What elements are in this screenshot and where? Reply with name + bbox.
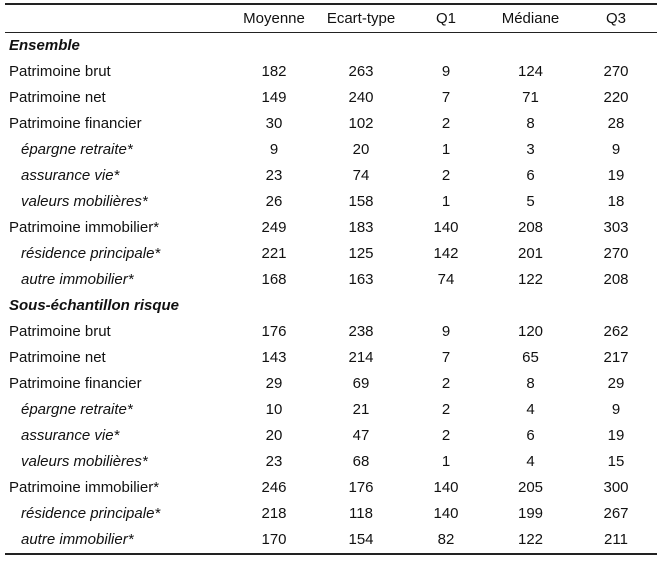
q3-cell: 217	[603, 349, 629, 366]
q3-cell: 29	[607, 375, 625, 392]
q3-cell: 267	[603, 505, 629, 522]
q3-cell: 19	[607, 427, 625, 444]
q1-cell: 7	[441, 89, 451, 106]
q3-cell: 211	[604, 531, 628, 548]
std-dev-cell: 154	[348, 531, 374, 548]
row-label: Patrimoine net	[9, 349, 106, 366]
row-label: Patrimoine brut	[9, 63, 111, 80]
std-dev-cell: 20	[352, 141, 370, 158]
row-label: assurance vie*	[21, 167, 120, 184]
q3-cell: 9	[611, 141, 621, 158]
table-row	[5, 397, 657, 423]
median-cell: 71	[522, 89, 539, 106]
q3-cell: 15	[607, 453, 625, 470]
table-row	[5, 475, 657, 501]
q1-cell: 82	[437, 531, 455, 548]
mean-cell: 143	[261, 349, 287, 366]
row-label: valeurs mobilières*	[21, 193, 148, 210]
q3-cell	[575, 293, 657, 319]
mean-cell: 29	[265, 375, 283, 392]
q3-cell: 262	[603, 323, 629, 340]
std-dev-cell: 125	[348, 245, 374, 262]
row-label: Patrimoine financier	[9, 115, 142, 132]
q3-cell: 28	[607, 115, 625, 132]
median-cell: 208	[517, 219, 544, 236]
median-cell: 201	[517, 245, 544, 262]
header-std-dev: Ecart-type	[316, 4, 406, 33]
row-label: Patrimoine financier	[9, 375, 142, 392]
table-row	[5, 423, 657, 449]
header-q3: Q3	[575, 4, 657, 33]
mean-cell: 218	[261, 505, 287, 522]
row-label: Patrimoine immobilier*	[9, 479, 160, 496]
header-blank-cell	[5, 4, 232, 33]
std-dev-cell: 183	[348, 219, 374, 236]
header-median: Médiane	[486, 4, 575, 33]
section-heading-row	[5, 33, 657, 60]
mean-cell: 149	[261, 89, 287, 106]
std-dev-cell: 68	[352, 453, 370, 470]
q3-cell: 19	[607, 167, 625, 184]
std-dev-cell: 176	[348, 479, 374, 496]
section-heading: Ensemble	[9, 37, 80, 54]
std-dev-cell: 214	[348, 349, 374, 366]
table-row	[5, 267, 657, 293]
std-dev-cell: 240	[348, 89, 374, 106]
median-cell: 6	[526, 167, 535, 184]
mean-cell: 23	[265, 167, 283, 184]
mean-cell	[232, 33, 316, 60]
q3-cell: 300	[603, 479, 629, 496]
q3-cell	[575, 33, 657, 60]
std-dev-cell: 158	[348, 193, 374, 210]
q3-cell: 270	[603, 63, 629, 80]
row-label: résidence principale*	[21, 245, 161, 262]
row-label: assurance vie*	[21, 427, 120, 444]
table-row	[5, 189, 657, 215]
wealth-statistics-table	[5, 3, 657, 555]
table-row	[5, 111, 657, 137]
table-row	[5, 527, 657, 554]
row-label: autre immobilier*	[21, 271, 134, 288]
std-dev-cell: 163	[348, 271, 374, 288]
q1-cell: 1	[441, 141, 451, 158]
mean-cell: 170	[261, 531, 287, 548]
q1-cell: 7	[441, 349, 451, 366]
row-label: épargne retraite*	[21, 401, 133, 418]
q1-cell: 140	[433, 505, 459, 522]
table-row	[5, 241, 657, 267]
table-row	[5, 215, 657, 241]
header-row	[5, 4, 657, 33]
mean-cell: 26	[265, 193, 283, 210]
table-body	[5, 33, 657, 555]
q1-cell: 2	[441, 375, 451, 392]
row-label: Patrimoine net	[9, 89, 106, 106]
table-row	[5, 345, 657, 371]
q1-cell: 2	[441, 167, 451, 184]
q1-cell	[406, 293, 486, 319]
table-row	[5, 163, 657, 189]
median-cell: 5	[526, 193, 535, 210]
table-row	[5, 319, 657, 345]
median-cell	[486, 293, 575, 319]
table-row	[5, 449, 657, 475]
q3-cell: 9	[611, 401, 621, 418]
median-cell: 6	[526, 427, 535, 444]
std-dev-cell	[316, 293, 406, 319]
q1-cell: 140	[433, 219, 459, 236]
std-dev-cell: 238	[348, 323, 374, 340]
q1-cell: 74	[437, 271, 455, 288]
median-cell: 124	[517, 63, 544, 80]
std-dev-cell: 21	[352, 401, 370, 418]
median-cell: 65	[522, 349, 539, 366]
mean-cell: 9	[269, 141, 279, 158]
std-dev-cell: 47	[352, 427, 370, 444]
q1-cell	[406, 33, 486, 60]
q1-cell: 9	[441, 63, 451, 80]
section-heading: Sous-échantillon risque	[9, 297, 180, 314]
mean-cell: 221	[261, 245, 287, 262]
q3-cell: 18	[607, 193, 625, 210]
mean-cell: 182	[261, 63, 287, 80]
table-row	[5, 137, 657, 163]
table-row	[5, 59, 657, 85]
q1-cell: 140	[433, 479, 459, 496]
q3-cell: 270	[603, 245, 629, 262]
mean-cell: 168	[261, 271, 287, 288]
q1-cell: 1	[441, 453, 451, 470]
row-label: autre immobilier*	[21, 531, 134, 548]
row-label: Patrimoine immobilier*	[9, 219, 160, 236]
q1-cell: 2	[441, 401, 451, 418]
row-label: Patrimoine brut	[9, 323, 111, 340]
mean-cell: 176	[261, 323, 287, 340]
q1-cell: 2	[441, 115, 451, 132]
median-cell: 122	[517, 531, 544, 548]
mean-cell	[232, 293, 316, 319]
header-q1: Q1	[406, 4, 486, 33]
q1-cell: 9	[441, 323, 451, 340]
median-cell: 8	[526, 375, 535, 392]
table-header	[5, 4, 657, 33]
std-dev-cell: 69	[352, 375, 370, 392]
section-heading-row	[5, 293, 657, 319]
mean-cell: 20	[265, 427, 283, 444]
median-cell	[486, 33, 575, 60]
q3-cell: 220	[603, 89, 629, 106]
q3-cell: 208	[603, 271, 629, 288]
std-dev-cell: 118	[349, 505, 373, 522]
median-cell: 4	[526, 401, 535, 418]
mean-cell: 30	[265, 115, 283, 132]
row-label: épargne retraite*	[21, 141, 133, 158]
median-cell: 120	[517, 323, 544, 340]
mean-cell: 23	[265, 453, 283, 470]
median-cell: 8	[526, 115, 535, 132]
q1-cell: 2	[441, 427, 451, 444]
std-dev-cell: 102	[348, 115, 374, 132]
table-row	[5, 85, 657, 111]
median-cell: 199	[517, 505, 544, 522]
mean-cell: 246	[261, 479, 287, 496]
q3-cell: 303	[603, 219, 629, 236]
header-mean: Moyenne	[232, 4, 316, 33]
std-dev-cell: 263	[348, 63, 374, 80]
std-dev-cell: 74	[352, 167, 370, 184]
std-dev-cell	[316, 33, 406, 60]
table-row	[5, 371, 657, 397]
row-label: résidence principale*	[21, 505, 161, 522]
row-label: valeurs mobilières*	[21, 453, 148, 470]
median-cell: 3	[526, 141, 535, 158]
mean-cell: 10	[265, 401, 283, 418]
median-cell: 122	[517, 271, 544, 288]
table-row	[5, 501, 657, 527]
mean-cell: 249	[261, 219, 287, 236]
median-cell: 205	[517, 479, 544, 496]
q1-cell: 1	[441, 193, 451, 210]
median-cell: 4	[526, 453, 535, 470]
q1-cell: 142	[433, 245, 459, 262]
